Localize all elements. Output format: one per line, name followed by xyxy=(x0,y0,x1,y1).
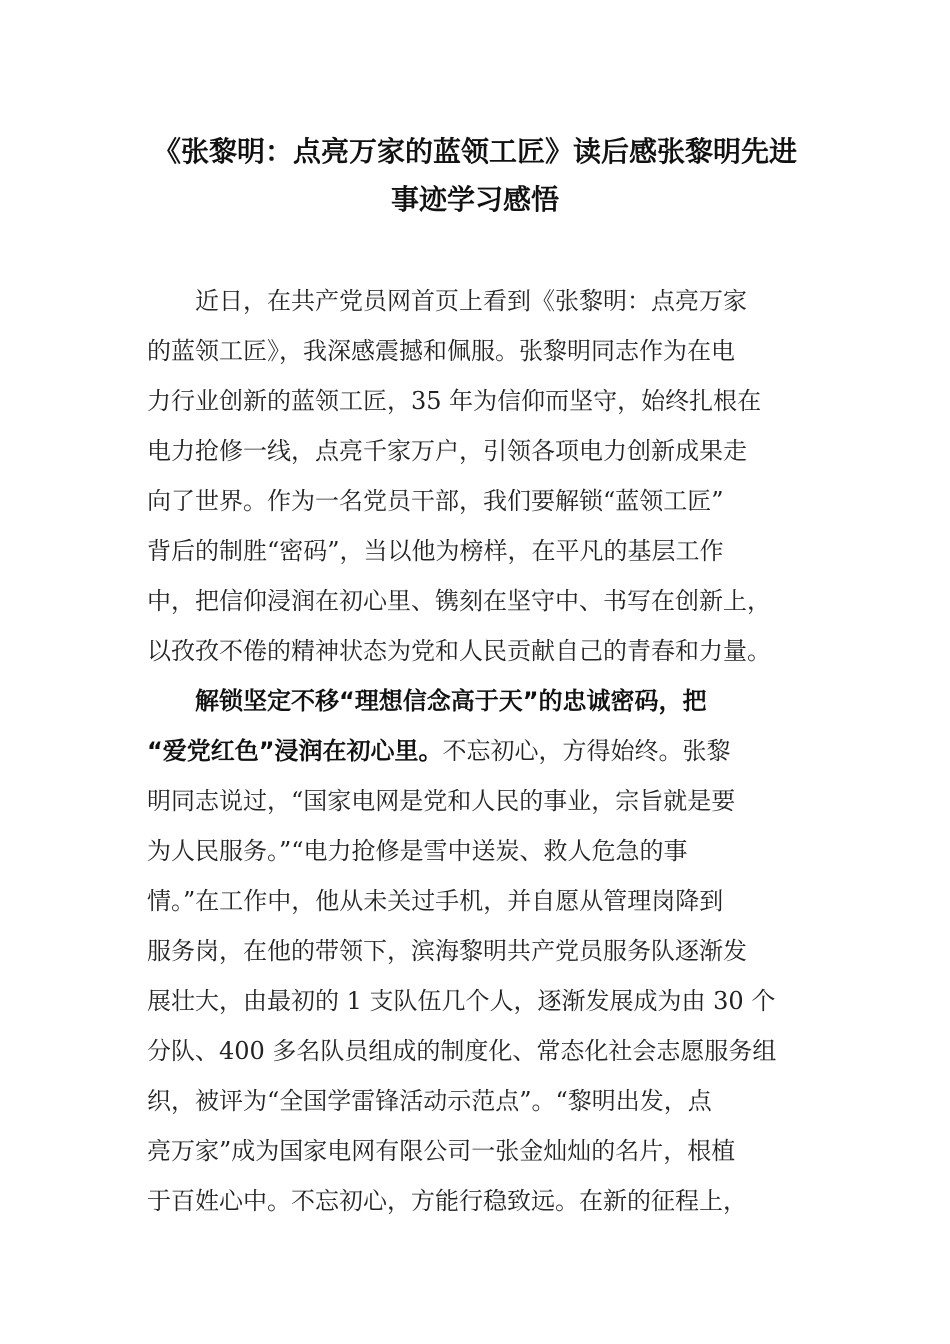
paragraph-1-line: 力行业创新的蓝领工匠，35 年为信仰而坚守，始终扎根在 xyxy=(147,387,762,415)
paragraph-1-line: 近日，在共产党员网首页上看到《张黎明：点亮万家 xyxy=(195,287,747,315)
document-title-line-2: 事迹学习感悟 xyxy=(390,183,559,216)
document-title-line-1: 《张黎明：点亮万家的蓝领工匠》读后感张黎明先进 xyxy=(152,135,797,168)
paragraph-2-line xyxy=(147,734,731,768)
paragraph-2-text: 不忘初心，方得始终。张黎 xyxy=(442,737,731,765)
paragraph-1-line: 向了世界。作为一名党员干部，我们要解锁“蓝领工匠” xyxy=(147,487,724,515)
paragraph-2-line: 明同志说过，“国家电网是党和人民的事业，宗旨就是要 xyxy=(147,787,736,815)
paragraph-2-heading-end: “爱党红色”浸润在初心里。 xyxy=(147,737,443,765)
paragraph-2-line: 展壮大，由最初的 1 支队伍几个人，逐渐发展成为由 30 个 xyxy=(147,987,776,1015)
paragraph-2-line: 织，被评为“全国学雷锋活动示范点”。“黎明出发，点 xyxy=(147,1087,712,1115)
paragraph-2-line: 于百姓心中。不忘初心，方能行稳致远。在新的征程上， xyxy=(147,1187,747,1215)
paragraph-2-line: 为人民服务。”“电力抢修是雪中送炭、救人危急的事 xyxy=(147,837,688,865)
paragraph-2-heading: 解锁坚定不移“理想信念高于天”的忠诚密码，把 xyxy=(195,687,707,715)
paragraph-2-line: 情。”在工作中，他从未关过手机，并自愿从管理岗降到 xyxy=(147,887,724,915)
paragraph-1-line: 电力抢修一线，点亮千家万户，引领各项电力创新成果走 xyxy=(147,437,747,465)
paragraph-1-line: 以孜孜不倦的精神状态为党和人民贡献自己的青春和力量。 xyxy=(147,637,771,665)
paragraph-2-line: 亮万家”成为国家电网有限公司一张金灿灿的名片，根植 xyxy=(147,1137,736,1165)
paragraph-2-line: 分队、400 多名队员组成的制度化、常态化社会志愿服务组 xyxy=(147,1037,777,1065)
paragraph-1-line: 的蓝领工匠》，我深感震撼和佩服。张黎明同志作为在电 xyxy=(147,337,735,365)
paragraph-2-line: 服务岗，在他的带领下，滨海黎明共产党员服务队逐渐发 xyxy=(147,937,747,965)
paragraph-1-line: 中，把信仰浸润在初心里、镌刻在坚守中、书写在创新上， xyxy=(147,587,771,615)
paragraph-1-line: 背后的制胜“密码”，当以他为榜样，在平凡的基层工作 xyxy=(147,537,724,565)
